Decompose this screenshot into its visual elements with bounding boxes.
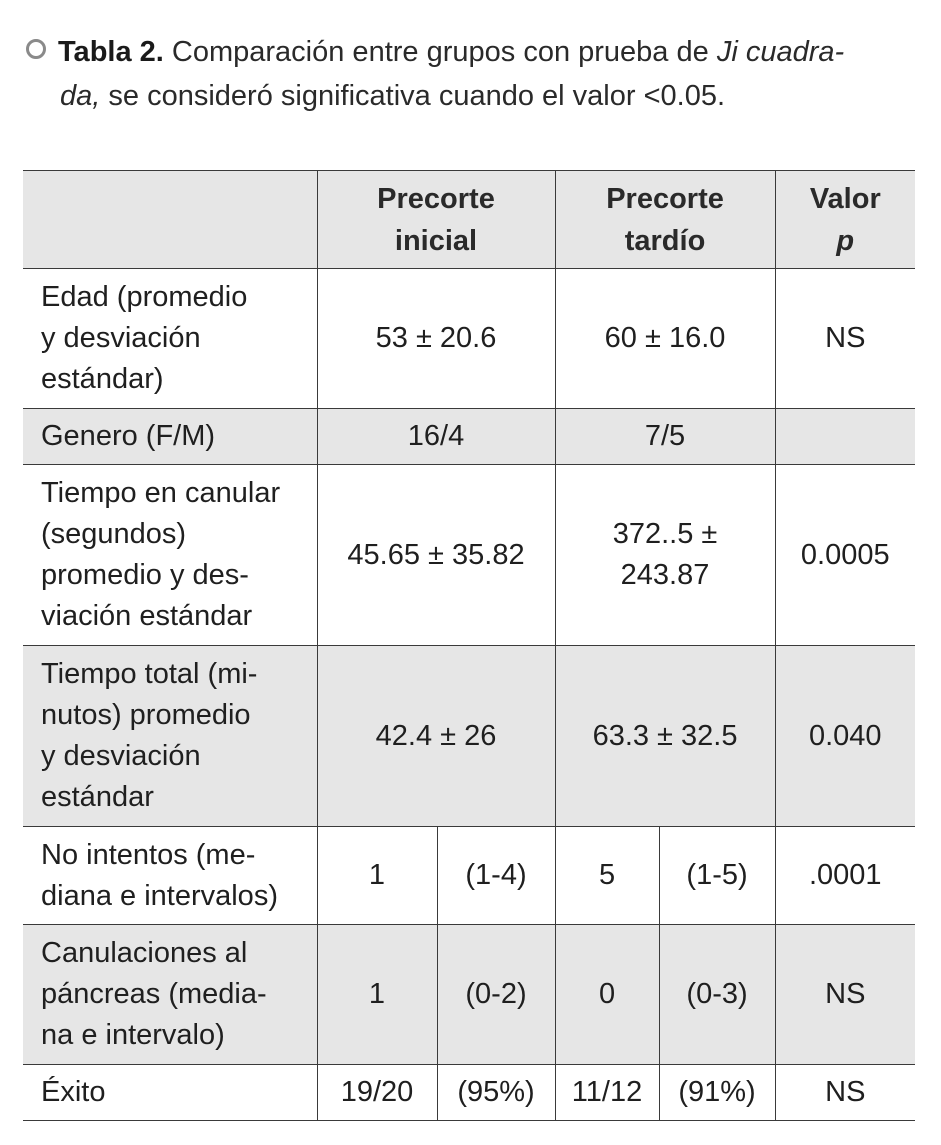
- circle-bullet-icon: [26, 39, 46, 59]
- cell-group1: 53 ± 20.6: [317, 269, 555, 409]
- caption-text-end: se consideró significativa cuando el valor <0.05.: [108, 80, 726, 112]
- table-row: [23, 646, 915, 827]
- table-row: [23, 827, 915, 925]
- cell-group2-median: 5: [555, 827, 659, 925]
- cell-group2-count: 11/12: [555, 1065, 659, 1121]
- table-row: [23, 409, 915, 465]
- header-empty: [23, 171, 317, 269]
- cell-group1-median: 1: [317, 925, 437, 1065]
- header-valor-p: Valor p: [775, 171, 915, 269]
- row-label: Canulaciones al páncreas (media- na e intervalo): [23, 925, 317, 1065]
- cell-group2-range: (0-3): [659, 925, 775, 1065]
- cell-pvalue: NS: [775, 269, 915, 409]
- cell-group2: 7/5: [555, 409, 775, 465]
- caption-italic-cont: da,: [60, 80, 101, 112]
- table-row: [23, 269, 915, 409]
- cell-group2-range: (1-5): [659, 827, 775, 925]
- cell-group2: 60 ± 16.0: [555, 269, 775, 409]
- cell-group1-range: (0-2): [437, 925, 555, 1065]
- cell-pvalue: .0001: [775, 827, 915, 925]
- cell-group2: 63.3 ± 32.5: [555, 646, 775, 827]
- row-label: Éxito: [23, 1065, 317, 1121]
- cell-group1-range: (1-4): [437, 827, 555, 925]
- row-label: Tiempo en canular (segundos) promedio y des- viación estándar: [23, 465, 317, 646]
- header-precorte-inicial: Precorte inicial: [317, 171, 555, 269]
- caption-italic: Ji cuadra-: [716, 36, 845, 68]
- caption-label: Tabla 2.: [58, 36, 164, 68]
- header-precorte-tardio: Precorte tardío: [555, 171, 775, 269]
- comparison-table: [23, 170, 915, 1121]
- cell-group2: 372..5 ± 243.87: [555, 465, 775, 646]
- row-label: Tiempo total (mi- nutos) promedio y desviación estándar: [23, 646, 317, 827]
- cell-group2-percent: (91%): [659, 1065, 775, 1121]
- cell-pvalue: 0.0005: [775, 465, 915, 646]
- cell-group2-median: 0: [555, 925, 659, 1065]
- row-label: Genero (F/M): [23, 409, 317, 465]
- caption-text: Comparación entre grupos con prueba de: [171, 36, 709, 68]
- row-label: No intentos (me- diana e intervalos): [23, 827, 317, 925]
- cell-pvalue: NS: [775, 1065, 915, 1121]
- cell-group1-count: 19/20: [317, 1065, 437, 1121]
- table-row: [23, 465, 915, 646]
- table-header-row: [23, 171, 915, 269]
- cell-group1-percent: (95%): [437, 1065, 555, 1121]
- cell-pvalue: 0.040: [775, 646, 915, 827]
- cell-group1: 45.65 ± 35.82: [317, 465, 555, 646]
- cell-pvalue: [775, 409, 915, 465]
- table-row: [23, 1065, 915, 1121]
- cell-pvalue: NS: [775, 925, 915, 1065]
- row-label: Edad (promedio y desviación estándar): [23, 269, 317, 409]
- table-caption: [26, 30, 926, 118]
- cell-group1: 42.4 ± 26: [317, 646, 555, 827]
- table-row: [23, 925, 915, 1065]
- cell-group1-median: 1: [317, 827, 437, 925]
- cell-group1: 16/4: [317, 409, 555, 465]
